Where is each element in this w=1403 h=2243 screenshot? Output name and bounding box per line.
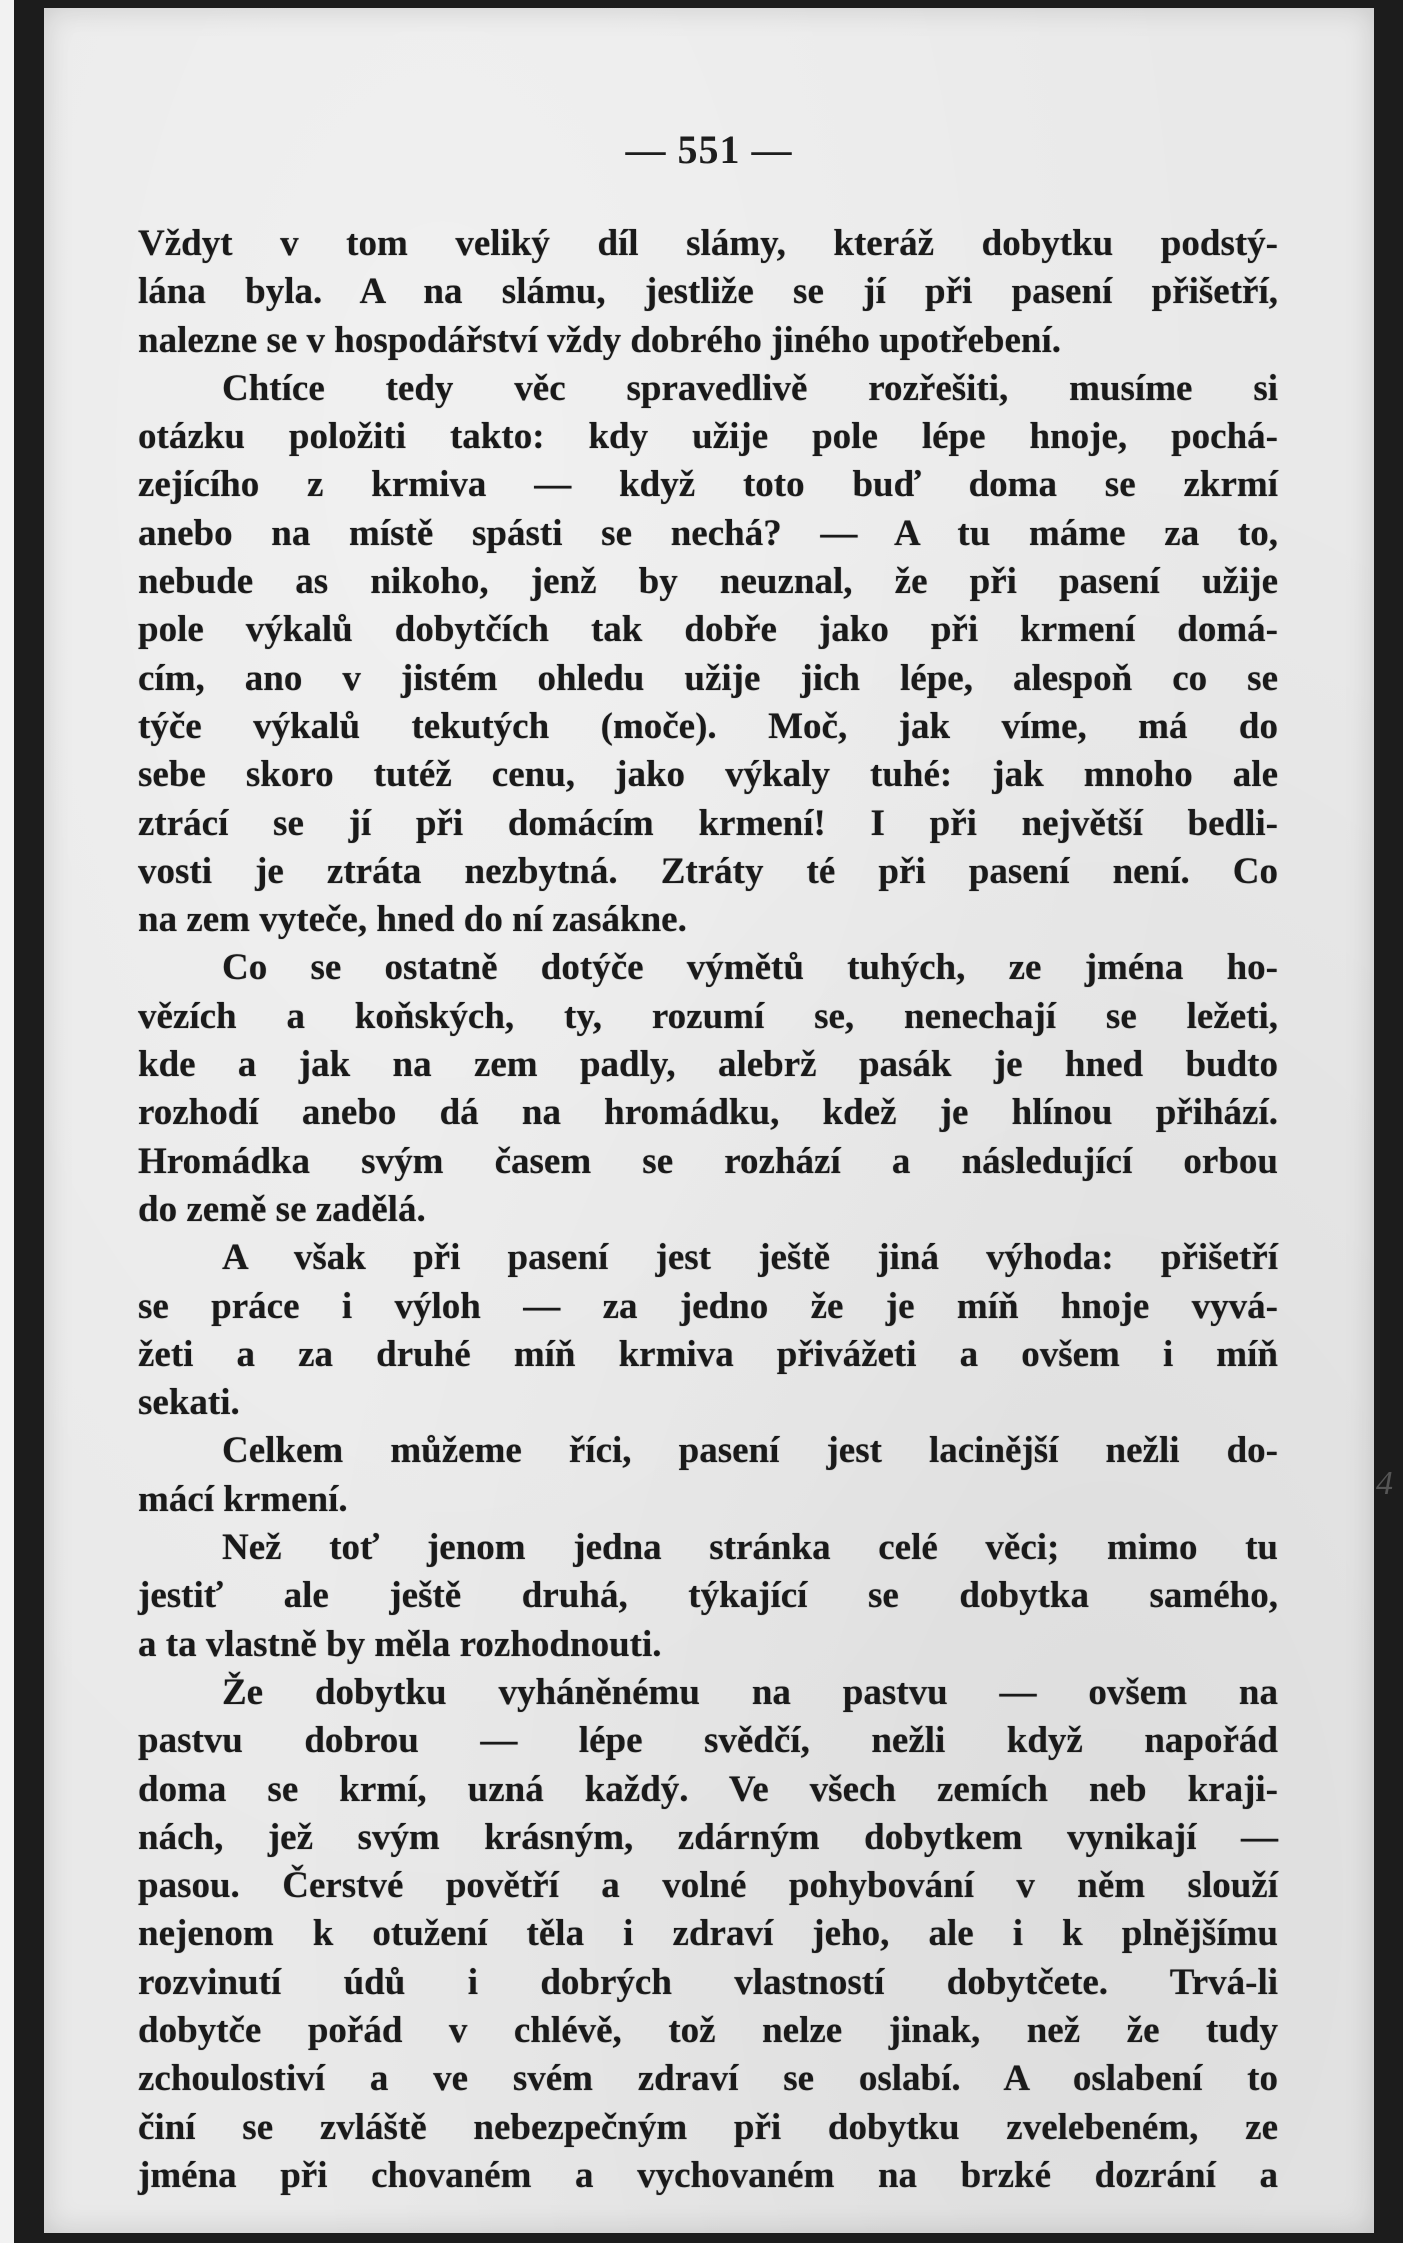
margin-mark: 4 xyxy=(1376,1465,1393,1502)
text-line: doma se krmí, uzná každý. Ve všech zemích neb kraji- xyxy=(138,1768,1278,1810)
text-line: pastvu dobrou — lépe svědčí, nežli když napořád xyxy=(138,1720,1278,1762)
text-line: žeti a za druhé míň krmiva přivážeti a ovšem i míň xyxy=(138,1333,1278,1375)
text-line: činí se zvláště nebezpečným při dobytku zvelebeném, ze xyxy=(138,2106,1278,2148)
text-line: zejícího z krmiva — když toto buď doma se zkrmí xyxy=(138,464,1278,506)
text-line: pasou. Čerstvé povětří a volné pohybování v něm slouží xyxy=(138,1865,1278,1907)
text-line: se práce i výloh — za jedno že je míň hnoje vyvá- xyxy=(138,1285,1278,1327)
text-line: otázku položiti takto: kdy užije pole lépe hnoje, pochá- xyxy=(138,416,1278,458)
text-line: vězích a koňských, ty, rozumí se, nenechají se ležeti, xyxy=(138,995,1278,1037)
text-line: do země se zadělá. xyxy=(138,1188,426,1230)
text-line: Než toť jenom jedna stránka celé věci; mimo tu xyxy=(222,1527,1278,1569)
text-line: a ta vlastně by měla rozhodnouti. xyxy=(138,1623,662,1665)
text-line: nejenom k otužení těla i zdraví jeho, ale i k plnějšímu xyxy=(138,1913,1278,1955)
book-page xyxy=(44,8,1374,2233)
page-number: — 551 — xyxy=(625,127,793,172)
text-line: sebe skoro tutéž cenu, jako výkaly tuhé: jak mnoho ale xyxy=(138,754,1278,796)
text-line: Chtíce tedy věc spravedlivě rozřešiti, musíme si xyxy=(222,367,1278,409)
text-line: nalezne se v hospodářství vždy dobrého jiného upotřebení. xyxy=(138,319,1062,361)
body-text xyxy=(138,220,1278,2200)
text-line: rozvinutí údů i dobrých vlastností dobytčete. Trvá-li xyxy=(138,1961,1278,2003)
text-line: zchoulostiví a ve svém zdraví se oslabí. A oslabení to xyxy=(138,2058,1278,2100)
text-line: Co se ostatně dotýče výmětů tuhých, ze jména ho- xyxy=(222,947,1278,989)
text-line: nách, jež svým krásným, zdárným dobytkem vynikají — xyxy=(138,1816,1278,1858)
text-line: pole výkalů dobytčích tak dobře jako při krmení domá- xyxy=(138,609,1278,651)
text-line: kde a jak na zem padly, alebrž pasák je hned budto xyxy=(138,1044,1278,1086)
text-line: vosti je ztráta nezbytná. Ztráty té při pasení není. Co xyxy=(138,850,1278,892)
text-line: Hromádka svým časem se rozhází a následující orbou xyxy=(138,1140,1278,1182)
text-line: dobytče pořád v chlévě, tož nelze jinak, než že tudy xyxy=(138,2009,1278,2051)
page-edge-strip xyxy=(0,0,14,2243)
text-line: A však při pasení jest ještě jiná výhoda: přišetří xyxy=(222,1237,1278,1279)
text-line: mácí krmení. xyxy=(138,1478,348,1520)
text-line: nebude as nikoho, jenž by neuznal, že při pasení užije xyxy=(138,561,1278,603)
text-line: rozhodí anebo dá na hromádku, kdež je hlínou přihází. xyxy=(138,1092,1278,1134)
text-line: týče výkalů tekutých (moče). Moč, jak víme, má do xyxy=(138,705,1278,747)
text-line: lána byla. A na slámu, jestliže se jí při pasení přišetří, xyxy=(138,271,1278,313)
text-line: cím, ano v jistém ohledu užije jich lépe, alespoň co se xyxy=(138,657,1278,699)
text-line: jestiť ale ještě druhá, týkající se dobytka samého, xyxy=(138,1575,1278,1617)
text-line: anebo na místě spásti se nechá? — A tu máme za to, xyxy=(138,512,1278,554)
text-line: jména při chovaném a vychovaném na brzké dozrání a xyxy=(138,2154,1278,2196)
text-line: sekati. xyxy=(138,1382,240,1424)
text-line: Vždyt v tom veliký díl slámy, kteráž dobytku podstý- xyxy=(138,223,1278,264)
text-line: ztrácí se jí při domácím krmení! I při největší bedli- xyxy=(138,802,1278,844)
text-line: Celkem můžeme říci, pasení jest lacinější nežli do- xyxy=(222,1430,1278,1472)
text-line: Že dobytku vyháněnému na pastvu — ovšem na xyxy=(222,1671,1278,1713)
text-line: na zem vyteče, hned do ní zasákne. xyxy=(138,899,687,941)
